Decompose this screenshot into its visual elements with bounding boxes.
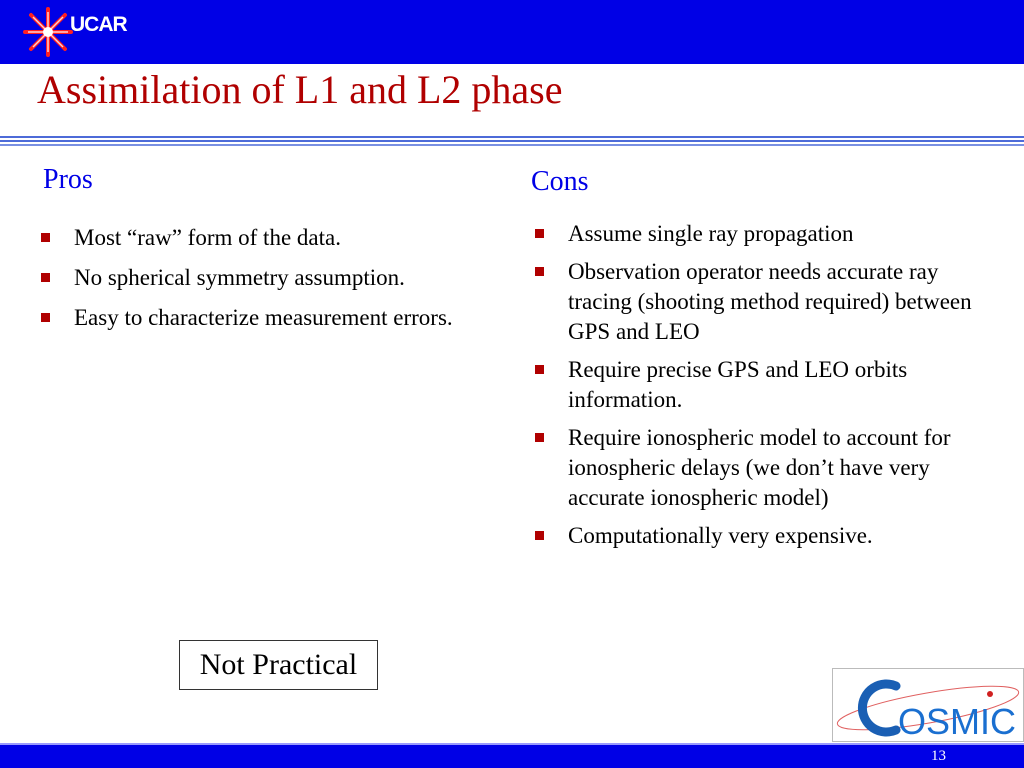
pros-item-text: Most “raw” form of the data. [74,225,341,250]
ucar-star-icon [22,6,74,58]
bullet-square-icon [41,313,50,322]
cons-item-text: Require precise GPS and LEO orbits information. [568,357,908,412]
cons-heading: Cons [531,166,589,197]
list-item [532,355,1002,415]
cons-list [532,219,1002,559]
cons-item-text: Observation operator needs accurate ray tracing (shooting method required) between GPS and LEO [568,259,972,344]
pros-item-text: No spherical symmetry assumption. [74,265,405,290]
pros-list [38,223,498,343]
list-item [532,257,1002,347]
page-number: 13 [931,748,946,764]
cons-item-text: Assume single ray propagation [568,221,854,246]
cosmic-logo [832,668,1024,742]
title-divider [0,135,1024,147]
slide-title: Assimilation of L1 and L2 phase [37,67,563,112]
cosmic-logo-text: OSMIC [898,701,1017,742]
list-item [532,423,1002,513]
list-item [38,223,498,253]
header-bar [0,0,1024,64]
cons-item-text: Require ionospheric model to account for ionospheric delays (we don’t have very accurate ionospheric model) [568,425,951,510]
bullet-square-icon [41,273,50,282]
list-item [38,263,498,293]
bullet-square-icon [535,229,544,238]
bullet-square-icon [535,531,544,540]
bullet-square-icon [535,433,544,442]
bullet-square-icon [535,365,544,374]
ucar-logo-text: UCAR [70,13,127,36]
list-item [532,521,1002,551]
bullet-square-icon [41,233,50,242]
ucar-logo [22,6,132,58]
footer-bar [0,743,1024,768]
cons-item-text: Computationally very expensive. [568,523,873,548]
list-item [532,219,1002,249]
not-practical-callout: Not Practical [179,640,378,690]
pros-item-text: Easy to characterize measurement errors. [74,305,453,330]
bullet-square-icon [535,267,544,276]
list-item [38,303,498,333]
pros-heading: Pros [43,164,93,195]
